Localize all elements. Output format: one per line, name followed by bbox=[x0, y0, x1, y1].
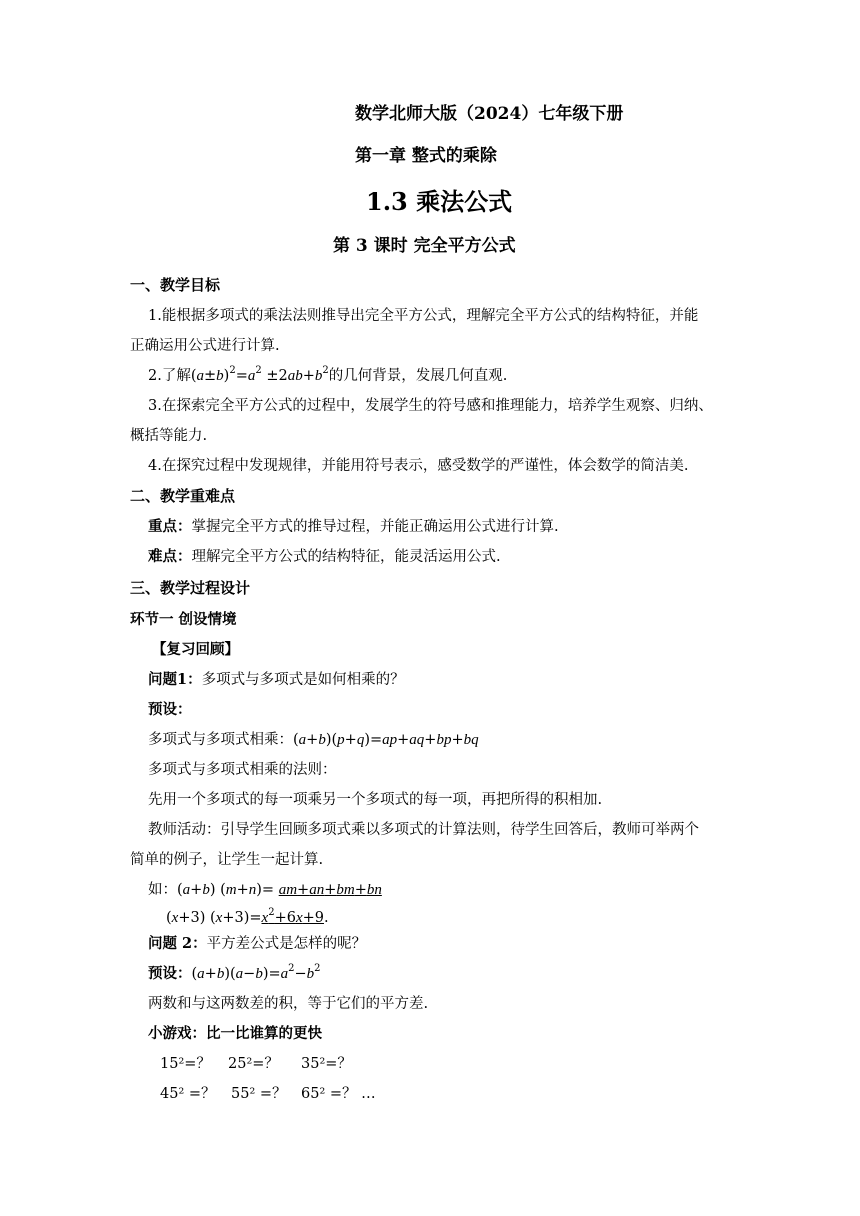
step-1-title: 环节一 创设情境 bbox=[130, 611, 237, 628]
rule-text: 先用一个多项式的每一项乘另一个多项式的每一项，再把所得的积相加. bbox=[148, 792, 603, 808]
question-1 bbox=[148, 670, 405, 690]
game-row-1-item-2: 25²=？ bbox=[228, 1056, 279, 1072]
objective-2 bbox=[148, 366, 507, 386]
objective-2-suffix: 的几何背景，发展几何直观. bbox=[328, 368, 508, 384]
teacher-activity-line-2: 简单的例子，让学生一起计算. bbox=[130, 852, 324, 868]
question-2-text: 平方差公式是怎样的呢？ bbox=[206, 936, 367, 952]
game-row-2-item-2: 55² =？ bbox=[231, 1086, 287, 1102]
objective-4: 4.在探究过程中发现规律，并能用符号表示，感受数学的严谨性，体会数学的简洁美. bbox=[148, 458, 689, 474]
multiplication-line bbox=[148, 730, 479, 750]
multiplication-prefix: 多项式与多项式相乘： bbox=[148, 732, 293, 748]
objective-1-line-2: 正确运用公式进行计算. bbox=[130, 338, 280, 354]
lesson-title: 第 3 课时 完全平方公式 bbox=[333, 236, 516, 256]
game-row-1-item-3: 35²=？ bbox=[301, 1056, 352, 1072]
key-points-heading: 二、教学重难点 bbox=[130, 487, 236, 505]
objective-2-prefix: 2.了解 bbox=[148, 368, 191, 384]
process-heading: 三、教学过程设计 bbox=[130, 579, 251, 597]
rule-label: 多项式与多项式相乘的法则： bbox=[148, 762, 337, 778]
preset-2-label: 预设： bbox=[148, 965, 192, 982]
game-row-2-item-1: 45² =？ bbox=[160, 1086, 216, 1102]
example-prefix: 如： bbox=[148, 882, 177, 898]
question-1-text: 多项式与多项式是如何相乘的？ bbox=[201, 672, 405, 688]
preset-2-line bbox=[148, 964, 321, 984]
section-title: 1.3 乘法公式 bbox=[366, 187, 513, 216]
difference-squares-text: 两数和与这两数差的积，等于它们的平方差. bbox=[148, 996, 429, 1012]
question-1-label: 问题1： bbox=[148, 671, 202, 688]
focus-text: 掌握完全平方式的推导过程，并能正确运用公式进行计算. bbox=[191, 519, 559, 535]
example-2: (x+3) $(x+3)=x^2+6x+9$. bbox=[166, 907, 329, 926]
objective-3-line-2: 概括等能力. bbox=[130, 428, 208, 444]
formula-difference-of-squares: $(a+b)(a-b)=a^2-b^2$ bbox=[191, 963, 321, 982]
game-label: 小游戏：比一比谁算的更快 bbox=[148, 1025, 322, 1042]
difficulty-text: 理解完全平方公式的结构特征，能灵活运用公式. bbox=[191, 549, 501, 565]
teacher-activity-line-1: 教师活动：引导学生回顾多项式乘以多项式的计算法则，待学生回答后，教师可举两个 bbox=[148, 822, 699, 838]
formula-square-plus-minus: $(a\pm b)^2=a^2 \pm 2ab+b^2$ bbox=[190, 365, 329, 384]
book-title: 数学北师大版（2024）七年级下册 bbox=[355, 104, 624, 124]
review-label: 【复习回顾】 bbox=[152, 641, 239, 658]
focus-line bbox=[148, 517, 559, 537]
game-row-2-item-3: 65² =？ … bbox=[301, 1086, 376, 1102]
formula-poly-mult: (a+b)(p+q)=ap+aq+bp+bq bbox=[293, 732, 479, 748]
chapter-title: 第一章 整式的乘除 bbox=[355, 146, 497, 166]
question-2 bbox=[148, 934, 366, 954]
objectives-heading: 一、教学目标 bbox=[130, 276, 221, 294]
difficulty-line bbox=[148, 547, 501, 567]
objective-3-line-1: 3.在探索完全平方公式的过程中，发展学生的符号感和推理能力，培养学生观察、归纳、 bbox=[148, 398, 713, 414]
question-2-label: 问题 2： bbox=[148, 935, 207, 952]
formula-example-1: (a+b) (m+n)= am+an+bm+bn bbox=[177, 882, 382, 898]
objective-1-line-1: 1.能根据多项式的乘法法则推导出完全平方公式，理解完全平方公式的结构特征，并能 bbox=[148, 308, 699, 324]
preset-label: 预设： bbox=[148, 701, 192, 718]
game-row-1-item-1: 15²=？ bbox=[160, 1056, 211, 1072]
difficulty-label: 难点： bbox=[148, 548, 192, 565]
focus-label: 重点： bbox=[148, 518, 192, 535]
example-1 bbox=[148, 880, 382, 900]
